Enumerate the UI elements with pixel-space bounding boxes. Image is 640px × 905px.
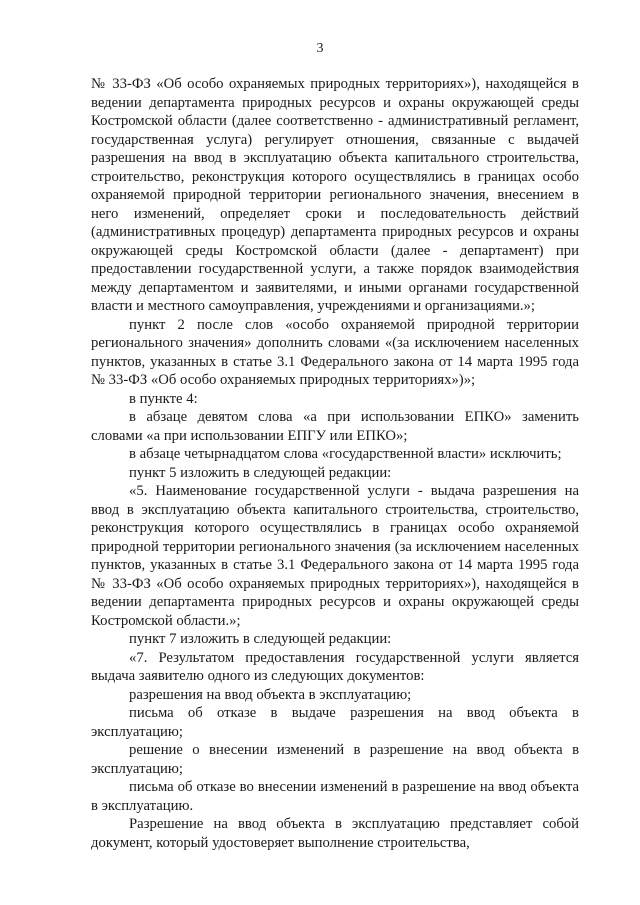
paragraph-point-4-abzac-14: в абзаце четырнадцатом слова «государственной власти» исключить; xyxy=(129,446,562,462)
paragraph-point-4-abzac-9: в абзаце девятом слова «а при использовании ЕПКО» заменить словами «а при использовании ЕПГУ или ЕПКО»; xyxy=(91,409,579,444)
paragraph-point-7-heading: пункт 7 изложить в следующей редакции: xyxy=(129,631,392,647)
paragraph-point-7-text: «7. Результатом предоставления государственной услуги является выдача заявителю одного из следующих документов: xyxy=(91,649,579,684)
page-number: 3 xyxy=(316,41,324,56)
paragraph-intro-continuation: № 33-ФЗ «Об особо охраняемых природных территориях»), находящейся в ведении департамента природных ресурсов и охраны окружающей среды Костромской области (далее соответственно - административный регламент, государственная услуга) регулирует отношения, связанные с выдачей разрешения на ввод в эксплуатацию объекта капитального строительства, строительство, реконструкция которого осуществлялись в границах особо охраняемой природной территории регионального значения, внесением в него изменений, определяет сроки и последовательность действий (административных процедур) департамента природных ресурсов и охраны окружающей среды Костромской области (далее - департамент) при предоставлении государственной услуги, а также порядок взаимодействия между департаментом и заявителями, и иными органами государственной власти и местного самоуправления, учреждениями и организациями.»; xyxy=(91,76,579,314)
paragraph-point-4-heading: в пункте 4: xyxy=(129,390,198,407)
paragraph-result-refusal: письма об отказе в выдаче разрешения на ввод объекта в эксплуатацию; xyxy=(91,705,579,740)
paragraph-point-2-amendment: пункт 2 после слов «особо охраняемой природной территории регионального значения» дополнить словами «(за исключением населенных пунктов, указанных в статье 3.1 Федерального закона от 14 марта 1995 года № 33-ФЗ «Об особо охраняемых природных территориях»)»; xyxy=(91,316,579,388)
paragraph-point-5-heading: пункт 5 изложить в следующей редакции: xyxy=(129,464,392,481)
paragraph-permit-definition: Разрешение на ввод объекта в эксплуатацию представляет собой документ, который удостоверяет выполнение строительства, xyxy=(91,816,579,851)
paragraph-result-amendment-decision: решение о внесении изменений в разрешение на ввод объекта в эксплуатацию; xyxy=(91,742,579,777)
paragraph-result-permit: разрешения на ввод объекта в эксплуатацию; xyxy=(129,686,412,703)
document-body xyxy=(91,75,579,852)
paragraph-result-amendment-refusal: письма об отказе во внесении изменений в разрешение на ввод объекта в эксплуатацию. xyxy=(91,779,579,814)
paragraph-point-5-text: «5. Наименование государственной услуги - выдача разрешения на ввод в эксплуатацию объекта капитального строительства, строительство, реконструкция которого осуществлялись в границах особо охраняемой природной территории регионального значения (за исключением населенных пунктов, указанных в статье 3.1 Федерального закона от 14 марта 1995 года № 33-ФЗ «Об особо охраняемых природных территориях»), находящейся в ведении департамента природных ресурсов и охраны окружающей среды Костромской области.»; xyxy=(91,483,579,629)
